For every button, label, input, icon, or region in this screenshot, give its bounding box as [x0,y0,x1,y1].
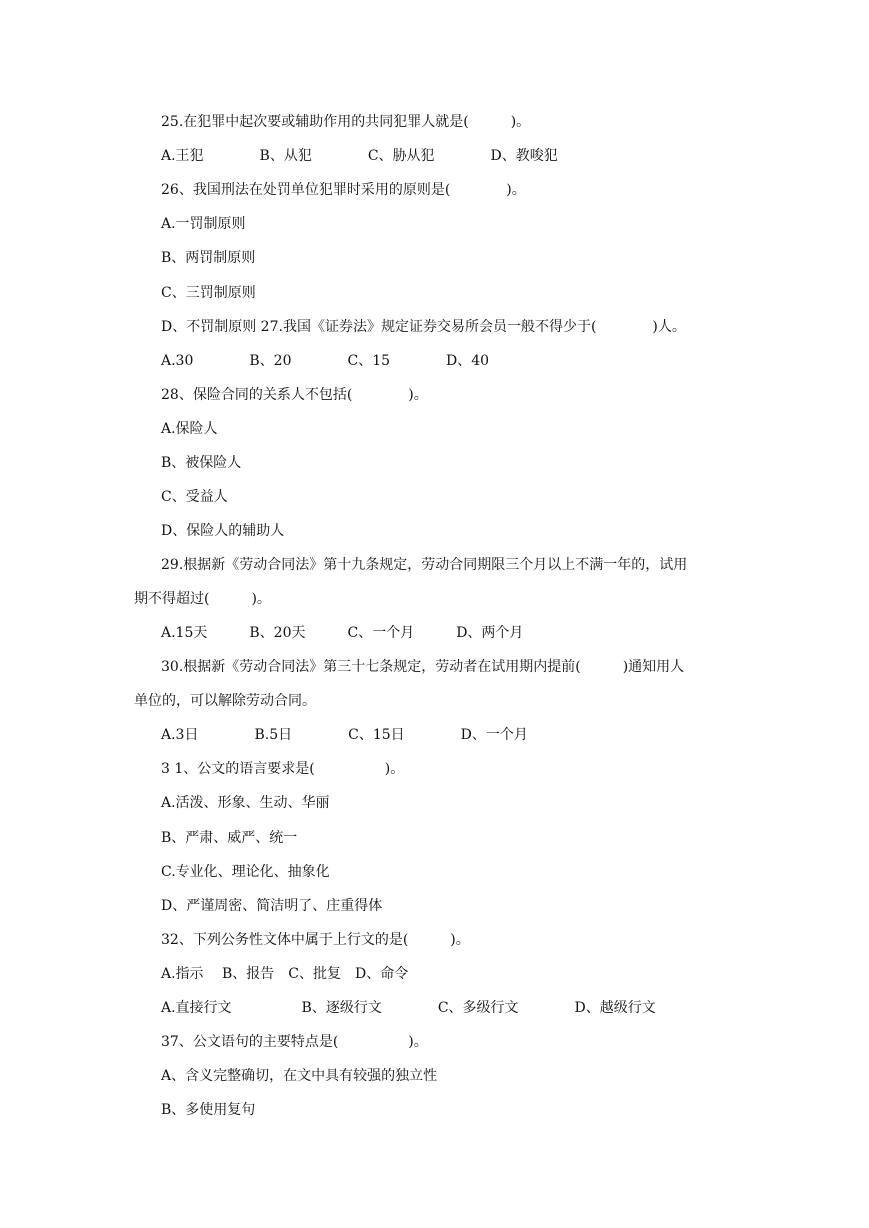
option-37-a: A、含义完整确切，在文中具有较强的独立性 [161,1068,438,1084]
options-30: A.3日 B.5日 C、15日 D、一个月 [161,727,528,743]
options-32: A.指示 B、报告 C、批复 D、命令 [161,966,409,982]
question-29: 29.根据新《劳动合同法》第十九条规定，劳动合同期限三个月以上不满一年的，试用 [161,557,688,573]
option-26-d-question-27: D、不罚制原则 27.我国《证券法》规定证券交易所会员一般不得少于( )人。 [161,319,686,335]
option-26-b: B、两罚制原则 [161,250,256,266]
option-28-d: D、保险人的辅助人 [161,523,285,539]
option-37-b: B、多使用复句 [161,1102,256,1118]
question-30-continued: 单位的，可以解除劳动合同。 [134,693,316,709]
options-27: A.30 B、20 C、15 D、40 [161,353,490,369]
question-25: 25.在犯罪中起次要或辅助作用的共同犯罪人就是( )。 [161,114,531,130]
option-31-c: C.专业化、理论化、抽象化 [161,864,330,880]
option-26-a: A.一罚制原则 [161,216,246,232]
options-unnumbered: A.直接行文 B、逐级行文 C、多级行文 D、越级行文 [161,1000,656,1016]
option-31-a: A.活泼、形象、生动、华丽 [161,795,330,811]
question-28: 28、保险合同的关系人不包括( )。 [161,387,428,403]
option-28-c: C、受益人 [161,489,228,505]
question-29-continued: 期不得超过( )。 [134,591,271,607]
option-26-c: C、三罚制原则 [161,285,256,301]
options-29: A.15天 B、20天 C、一个月 D、两个月 [161,625,524,641]
option-31-b: B、严肃、威严、统一 [161,830,298,846]
question-30: 30.根据新《劳动合同法》第三十七条规定，劳动者在试用期内提前( )通知用人 [161,659,685,675]
question-32: 32、下列公务性文体中属于上行文的是( )。 [161,932,470,948]
option-28-a: A.保险人 [161,421,218,437]
question-31: 3 1、公文的语言要求是( )。 [161,761,405,777]
question-37: 37、公文语句的主要特点是( )。 [161,1034,428,1050]
option-28-b: B、被保险人 [161,455,242,471]
option-31-d: D、严谨周密、简洁明了、庄重得体 [161,898,383,914]
question-26: 26、我国刑法在处罚单位犯罪时采用的原则是( )。 [161,182,526,198]
options-25: A.王犯 B、从犯 C、胁从犯 D、教唆犯 [161,148,558,164]
